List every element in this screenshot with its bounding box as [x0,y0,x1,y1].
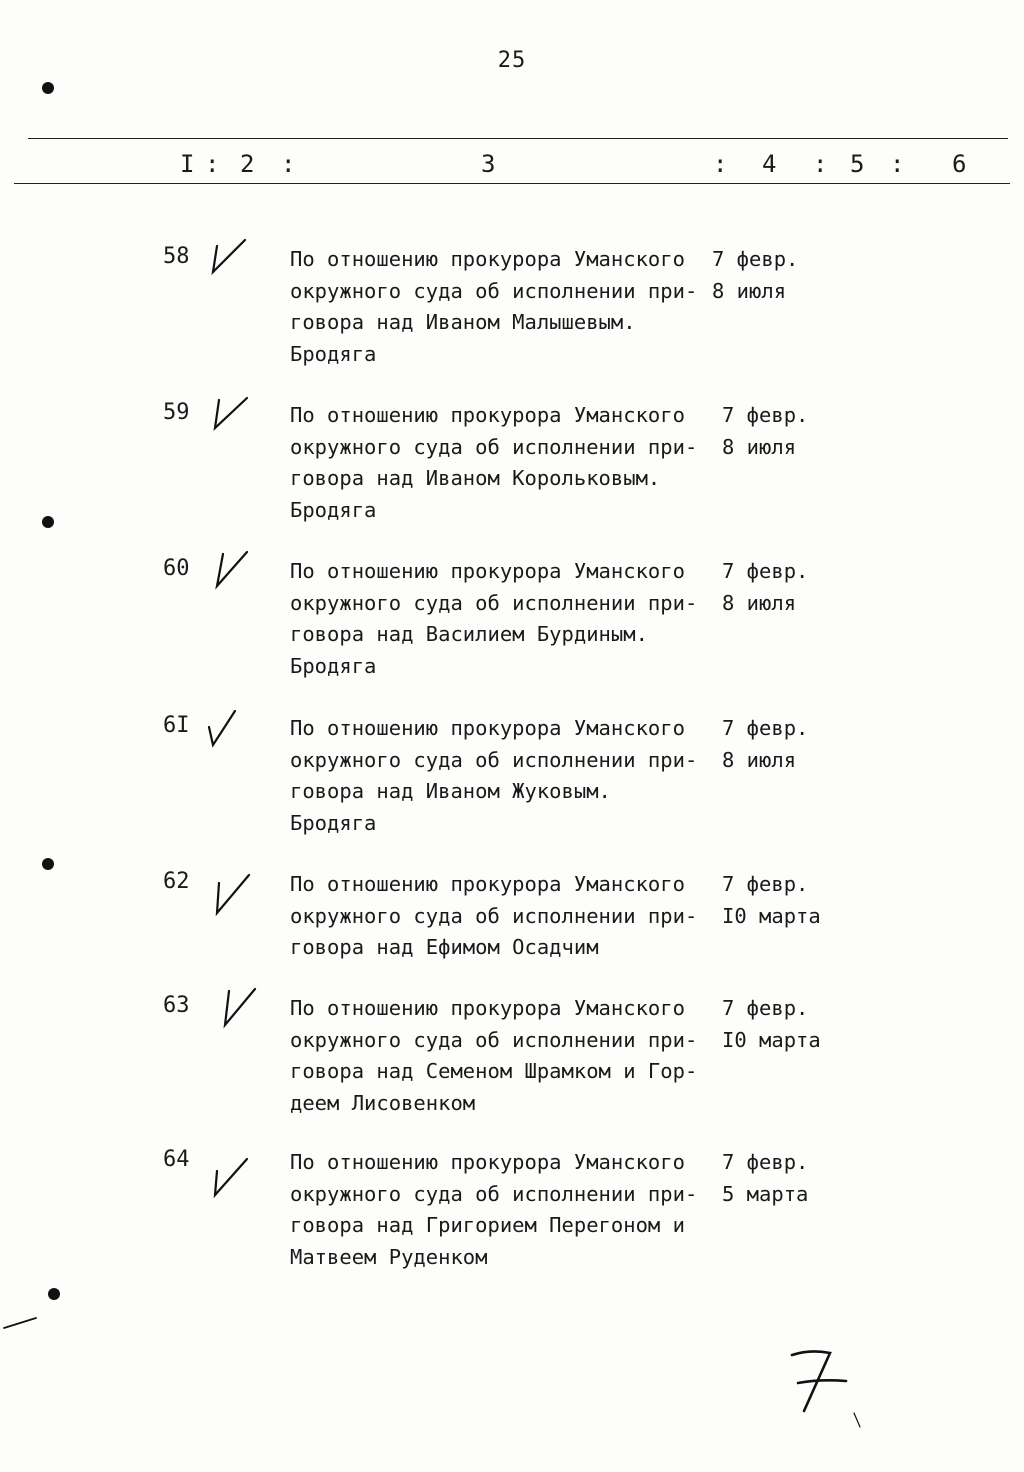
entry-text-line: По отношению прокурора Уманского [290,559,685,583]
entry-start-date: 7 февр. [712,247,799,271]
entry-description [290,400,720,526]
entry-text-line: окружного суда об исполнении при- [290,1027,698,1052]
entry-dates [722,869,862,932]
entry-dates [712,244,852,307]
header-rule-bottom [14,183,1010,184]
entry-description [290,556,720,682]
entry-end-date: 8 июля [722,434,797,459]
entry-end-date: 5 марта [722,1181,809,1206]
entry-start-date: 7 февр. [722,872,809,896]
entry-text-line: говора над Семеном Шрамком и Гор- [290,1059,698,1083]
header-rule-top [28,138,1008,139]
entry-end-date: I0 марта [722,903,821,928]
entry-dates [722,1147,862,1210]
entry-text-line: окружного суда об исполнении при- [290,434,698,459]
header-separator: : [205,150,220,178]
handwritten-check-icon [205,236,265,284]
handwritten-folio-number [770,1335,870,1445]
header-separator: : [890,150,905,178]
entry-text-line: Матвеем Руденком [290,1244,488,1269]
header-column-2: 2 [240,150,255,178]
entry-number: 63 [163,993,190,1018]
binder-hole-icon [48,1288,60,1300]
entry-text-line: Бродяга [290,653,377,678]
margin-stroke-icon [0,1300,60,1340]
entry-text-line: Бродяга [290,810,377,835]
header-column-5: 5 [850,150,865,178]
entry-number: 6I [163,713,190,738]
entry-text-line: окружного суда об исполнении при- [290,278,698,303]
entry-end-date: 8 июля [722,590,797,615]
entry-description [290,244,720,370]
handwritten-check-icon [215,985,275,1033]
entry-text-line: окружного суда об исполнении при- [290,903,698,928]
entry-text-line: говора над Григорием Перегоном и [290,1213,685,1237]
entry-number: 64 [163,1147,190,1172]
entry-number: 59 [163,400,190,425]
entry-start-date: 7 февр. [722,559,809,583]
entry-description [290,1147,720,1273]
entry-text-line: По отношению прокурора Уманского [290,247,685,271]
entry-text-line: говора над Иваном Малышевым. [290,310,636,334]
handwritten-check-icon [205,865,265,921]
entry-number: 60 [163,556,190,581]
binder-hole-icon [42,858,54,870]
entry-description [290,993,720,1119]
entry-text-line: По отношению прокурора Уманского [290,872,685,896]
header-column-1: I [180,150,195,178]
entry-start-date: 7 февр. [722,996,809,1020]
handwritten-check-icon [205,548,265,596]
header-column-3: 3 [481,150,496,178]
handwritten-check-icon [205,1147,265,1203]
header-column-6: 6 [952,150,967,178]
entry-text-line: говора над Ефимом Осадчим [290,935,599,959]
header-column-4: 4 [762,150,777,178]
entry-text-line: По отношению прокурора Уманского [290,1150,685,1174]
entry-dates [722,400,862,463]
entry-text-line: По отношению прокурора Уманского [290,716,685,740]
page-number: 25 [497,48,527,73]
entry-text-line: окружного суда об исполнении при- [290,590,698,615]
entry-start-date: 7 февр. [722,716,809,740]
header-separator: : [281,150,296,178]
entry-text-line: Бродяга [290,497,377,522]
entry-text-line: говора над Иваном Корольковым. [290,466,661,490]
entry-text-line: Бродяга [290,341,377,366]
binder-hole-icon [42,82,54,94]
entry-text-line: деем Лисовенком [290,1090,476,1115]
entry-description [290,713,720,839]
entry-text-line: говора над Василием Бурдиным. [290,622,648,646]
entry-start-date: 7 февр. [722,1150,809,1174]
entry-text-line: По отношению прокурора Уманского [290,996,685,1020]
entry-dates [722,993,862,1056]
entry-end-date: I0 марта [722,1027,821,1052]
entry-dates [722,713,862,776]
entry-number: 62 [163,869,190,894]
header-separator: : [813,150,828,178]
entry-text-line: окружного суда об исполнении при- [290,747,698,772]
entry-end-date: 8 июля [712,278,787,303]
entry-start-date: 7 февр. [722,403,809,427]
entry-description [290,869,720,964]
handwritten-check-icon [205,705,265,753]
binder-hole-icon [42,516,54,528]
entry-dates [722,556,862,619]
handwritten-check-icon [205,392,265,440]
entry-end-date: 8 июля [722,747,797,772]
entry-text-line: говора над Иваном Жуковым. [290,779,611,803]
header-separator: : [713,150,728,178]
entry-text-line: По отношению прокурора Уманского [290,403,685,427]
entry-text-line: окружного суда об исполнении при- [290,1181,698,1206]
entry-number: 58 [163,244,190,269]
